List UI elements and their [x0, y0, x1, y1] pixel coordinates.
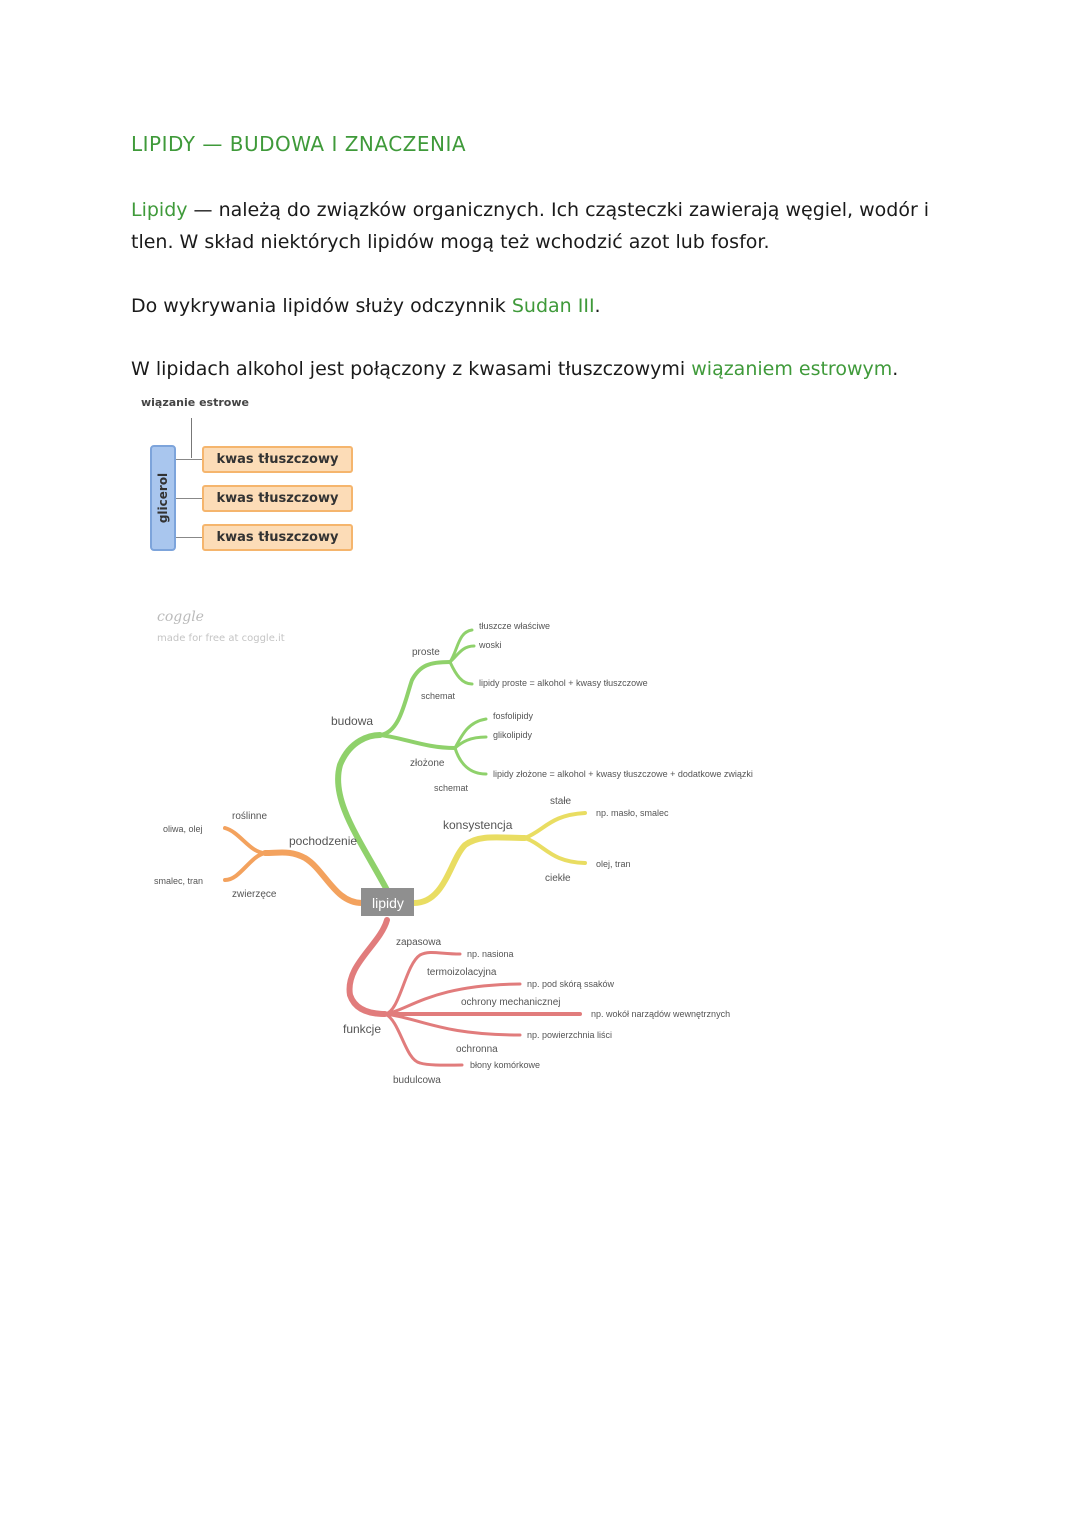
- node-schemat-proste: schemat: [421, 691, 456, 701]
- node-zapasowa: zapasowa: [396, 937, 442, 948]
- node-ochrony: ochrony mechanicznej: [461, 997, 561, 1008]
- node-schemat-zlozone: schemat: [434, 783, 469, 793]
- node-formula-proste: lipidy proste = alkohol + kwasy tłuszczowe: [479, 678, 648, 688]
- node-zlozone: złożone: [410, 758, 445, 769]
- coggle-logo: coggle: [157, 609, 204, 625]
- node-maslo: np. masło, smalec: [596, 808, 669, 818]
- node-skora: np. pod skórą ssaków: [527, 979, 615, 989]
- node-formula-zlozone: lipidy złożone = alkohol + kwasy tłuszczowe + dodatkowe związki: [493, 769, 753, 779]
- node-nasiona: np. nasiona: [467, 949, 514, 959]
- fatty-acid-box: kwas tłuszczowy: [202, 524, 353, 551]
- node-narzady: np. wokół narządów wewnętrznych: [591, 1009, 731, 1019]
- node-zwierzece: zwierzęce: [232, 889, 277, 900]
- sudan-period: .: [594, 295, 601, 317]
- fatty-acid-box: kwas tłuszczowy: [202, 485, 353, 512]
- term-lipidy: Lipidy: [131, 199, 188, 221]
- node-budowa: budowa: [331, 714, 374, 728]
- node-oliwa: oliwa, olej: [163, 824, 203, 834]
- sudan-text: Do wykrywania lipidów służy odczynnik: [131, 295, 512, 317]
- node-smalec: smalec, tran: [154, 876, 204, 886]
- center-label: lipidy: [372, 895, 404, 911]
- node-roslinne: roślinne: [232, 811, 268, 822]
- node-termoizolacyjna: termoizolacyjna: [427, 967, 497, 978]
- ester-text: W lipidach alkohol jest połączony z kwasami tłuszczowymi: [131, 358, 692, 380]
- ester-bond-label: wiązanie estrowe: [141, 396, 249, 409]
- term-sudan: Sudan III: [511, 295, 595, 317]
- node-fosfolipidy: fosfolipidy: [493, 711, 534, 721]
- glycerol-label: glicerol: [156, 472, 170, 524]
- node-liscie: np. powierzchnia liści: [527, 1030, 613, 1040]
- node-ciekle: ciekłe: [545, 873, 571, 884]
- ester-period: .: [892, 358, 899, 380]
- term-ester-bond: wiązaniem estrowym: [691, 358, 893, 380]
- node-proste: proste: [412, 647, 440, 658]
- node-olej: olej, tran: [596, 859, 631, 869]
- node-budulcowa: budulcowa: [393, 1075, 441, 1086]
- fatty-acid-box: kwas tłuszczowy: [202, 446, 353, 473]
- node-blony: błony komórkowe: [470, 1060, 541, 1070]
- coggle-tagline: made for free at coggle.it: [157, 633, 285, 644]
- node-funkcje: funkcje: [343, 1022, 382, 1036]
- node-konsystencja: konsystencja: [443, 818, 513, 832]
- node-tluszcze: tłuszcze właściwe: [479, 621, 551, 631]
- node-ochronna: ochronna: [456, 1044, 498, 1055]
- node-glikolipidy: glikolipidy: [493, 730, 533, 740]
- definition-text: — należą do związków organicznych. Ich cząsteczki zawierają węgiel, wodór i tlen. W skład niektórych lipidów mogą też wchodzić azot lub fosfor.: [131, 199, 930, 253]
- node-pochodzenie: pochodzenie: [289, 834, 358, 848]
- page-title: LIPIDY — BUDOWA I ZNACZENIA: [131, 132, 467, 156]
- node-stale: stałe: [550, 796, 572, 807]
- node-woski: woski: [479, 640, 502, 650]
